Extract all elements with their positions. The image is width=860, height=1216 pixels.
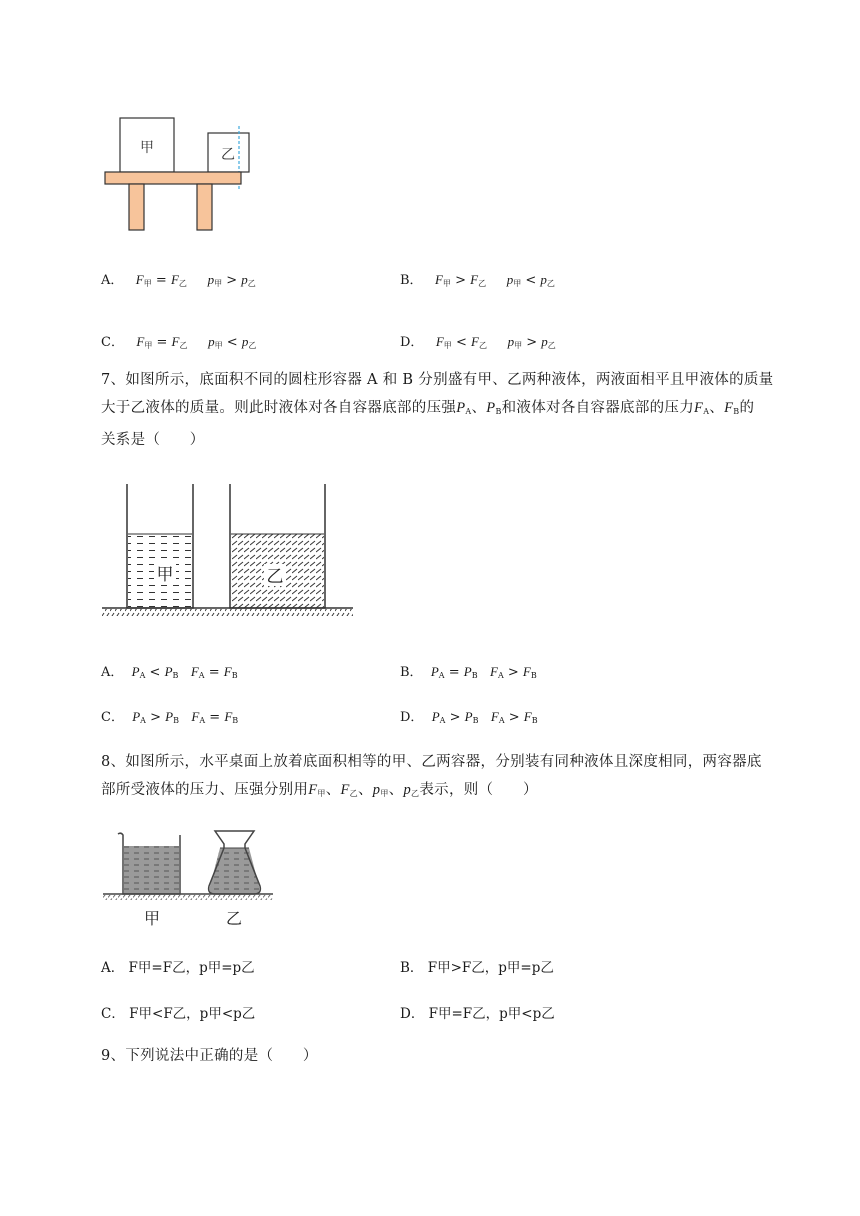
q8-option-d[interactable]: D． F甲=F乙，p甲<p乙 xyxy=(400,1006,555,1022)
flask-label: 乙 xyxy=(225,909,243,928)
beaker-flask-figure xyxy=(103,826,273,930)
block-a-label: 甲 xyxy=(140,140,154,156)
table-figure xyxy=(100,112,260,237)
q8-option-c[interactable]: C． F甲<F乙，p甲<p乙 xyxy=(101,1006,256,1022)
question-8 xyxy=(101,748,806,808)
q6-option-c[interactable]: C． $F_甲 = F_乙$ $p_甲 < p_乙$ xyxy=(101,334,257,350)
q8-option-b[interactable]: B． F甲>F乙，p甲=p乙 xyxy=(400,960,554,976)
q8-line-1: 8、如图所示，水平桌面上放着底面积相等的甲、乙两容器，分别装有同种液体且深度相同，两容器底 xyxy=(101,754,762,770)
q7-option-c[interactable]: C． $P_A > P_B$ $F_A = F_B$ xyxy=(101,709,239,725)
beaker-label: 甲 xyxy=(143,909,161,928)
q9-line-1: 9、下列说法中正确的是（ ） xyxy=(101,1048,318,1064)
q7-line-2: 大于乙液体的质量。则此时液体对各自容器底部的压强$P_A$、$P_B$和液体对各自容器底部的压力$F_A$、$F_B$的 xyxy=(101,400,755,416)
q7-line-3: 关系是（ ） xyxy=(101,432,205,448)
q6-option-a[interactable]: A． $F_甲 = F_乙$ $p_甲 > p_乙$ xyxy=(101,272,256,288)
container-a-label: 甲 xyxy=(156,565,174,585)
question-7 xyxy=(101,366,806,454)
q7-option-b[interactable]: B． $P_A = P_B$ $F_A > F_B$ xyxy=(400,664,537,680)
q7-option-d[interactable]: D． $P_A > P_B$ $F_A > F_B$ xyxy=(400,709,538,725)
block-b-label: 乙 xyxy=(221,147,235,163)
question-9 xyxy=(101,1042,806,1070)
container-b-label: 乙 xyxy=(266,567,284,587)
q8-line-2: 部所受液体的压力、压强分别用$F_甲$、$F_乙$、$p_甲$、$p_乙$表示，则（ ） xyxy=(101,782,538,798)
q7-line-1: 7、如图所示，底面积不同的圆柱形容器 A 和 B 分别盛有甲、乙两种液体，两液面相平且甲液体的质量 xyxy=(101,372,774,388)
q8-option-a[interactable]: A． F甲=F乙，p甲=p乙 xyxy=(101,960,255,976)
q6-option-d[interactable]: D． $F_甲 < F_乙$ $p_甲 > p_乙$ xyxy=(400,334,556,350)
q6-option-b[interactable]: B． $F_甲 > F_乙$ $p_甲 < p_乙$ xyxy=(400,272,555,288)
q7-option-a[interactable]: A． $P_A < P_B$ $F_A = F_B$ xyxy=(101,664,238,680)
cylinders-figure xyxy=(100,484,356,618)
